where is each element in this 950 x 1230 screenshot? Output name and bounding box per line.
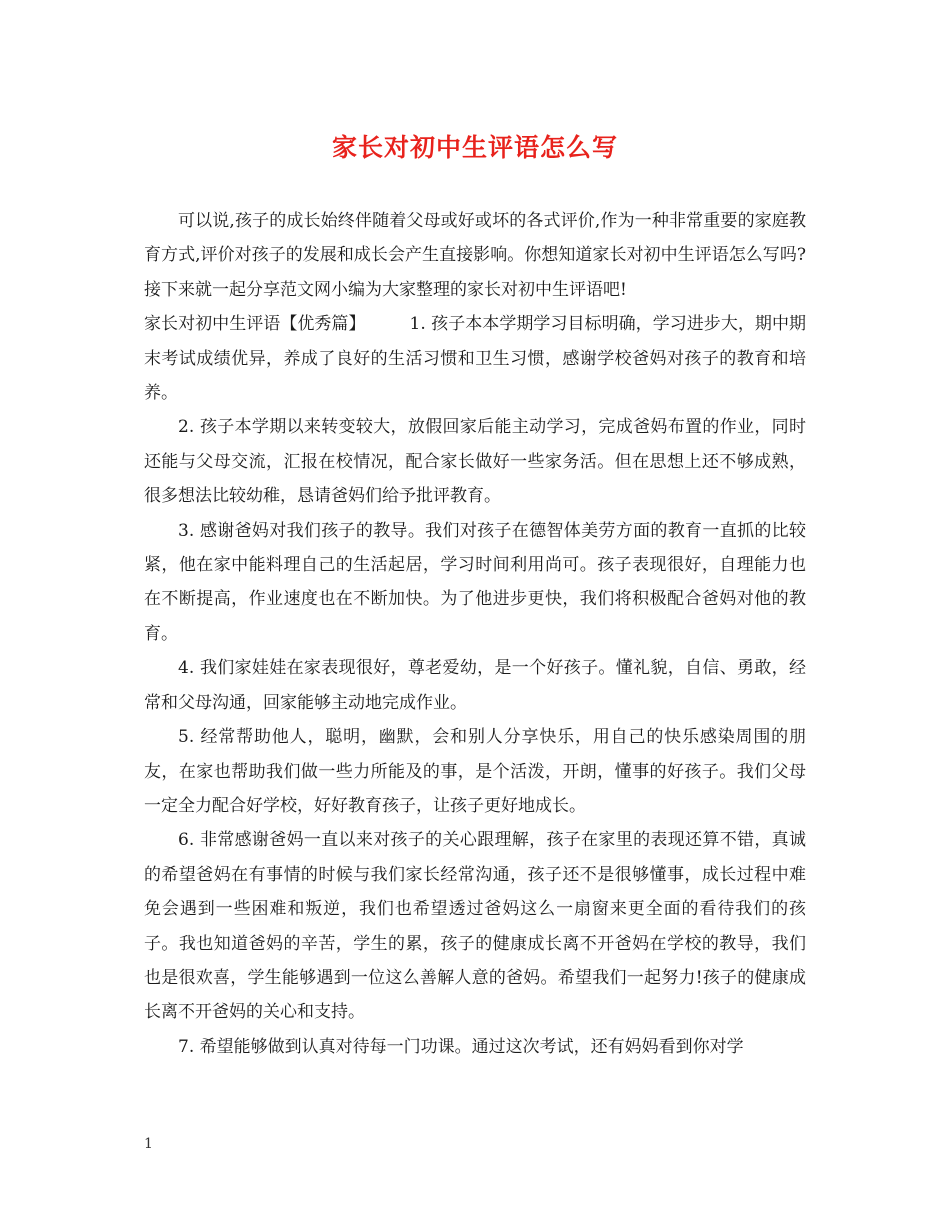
intro-paragraph: 可以说,孩子的成长始终伴随着父母或好或坏的各式评价,作为一种非常重要的家庭教育方式,评价对孩子的发展和成长会产生直接影响。你想知道家长对初中生评语怎么写吗?接下来就一起分享范文网小编为大家整理的家长对初中生评语吧! (144, 211, 806, 300)
list-item-1: 1. 孩子本本学期学习目标明确，学习进步大，期中期末考试成绩优异，养成了良好的生活习惯和卫生习惯，感谢学校爸妈对孩子的教育和培养。 (144, 314, 807, 404)
section-paragraph (144, 307, 806, 410)
section-label: 家长对初中生评语【优秀篇】 (144, 314, 366, 335)
page-number: 1 (144, 1136, 153, 1152)
list-item-6: 6. 非常感谢爸妈一直以来对孩子的关心跟理解，孩子在家里的表现还算不错，真诚的希望爸妈在有事情的时候与我们家长经常沟通，孩子还不是很够懂事，成长过程中难免会遇到一些困难和叛逆，我们也希望透过爸妈这么一扇窗来更全面的看待我们的孩子。我也知道爸妈的辛苦，学生的累，孩子的健康成长离不开爸妈在学校的教导，我们也是很欢喜，学生能够遇到一位这么善解人意的爸妈。希望我们一起努力!孩子的健康成长离不开爸妈的关心和支持。 (144, 830, 806, 1023)
document-body (144, 204, 806, 1064)
list-item-5: 5. 经常帮助他人，聪明，幽默，会和别人分享快乐，用自己的快乐感染周围的朋友，在家也帮助我们做一些力所能及的事，是个活泼，开朗，懂事的好孩子。我们父母一定全力配合好学校，好好教育孩子，让孩子更好地成长。 (144, 727, 806, 816)
list-item-3: 3. 感谢爸妈对我们孩子的教导。我们对孩子在德智体美劳方面的教育一直抓的比较紧，他在家中能料理自己的生活起居，学习时间利用尚可。孩子表现很好，自理能力也在不断提高，作业速度也在不断加快。为了他进步更快，我们将积极配合爸妈对他的教育。 (144, 520, 806, 644)
list-item-2: 2. 孩子本学期以来转变较大，放假回家后能主动学习，完成爸妈布置的作业，同时还能与父母交流，汇报在校情况，配合家长做好一些家务活。但在思想上还不够成熟，很多想法比较幼稚，恳请爸妈们给予批评教育。 (144, 417, 806, 507)
list-item-4: 4. 我们家娃娃在家表现很好，尊老爱幼，是一个好孩子。懂礼貌，自信、勇敢，经常和父母沟通，回家能够主动地完成作业。 (144, 658, 806, 713)
list-item-7: 7. 希望能够做到认真对待每一门功课。通过这次考试，还有妈妈看到你对学 (178, 1036, 744, 1057)
document-title: 家长对初中生评语怎么写 (331, 133, 618, 162)
